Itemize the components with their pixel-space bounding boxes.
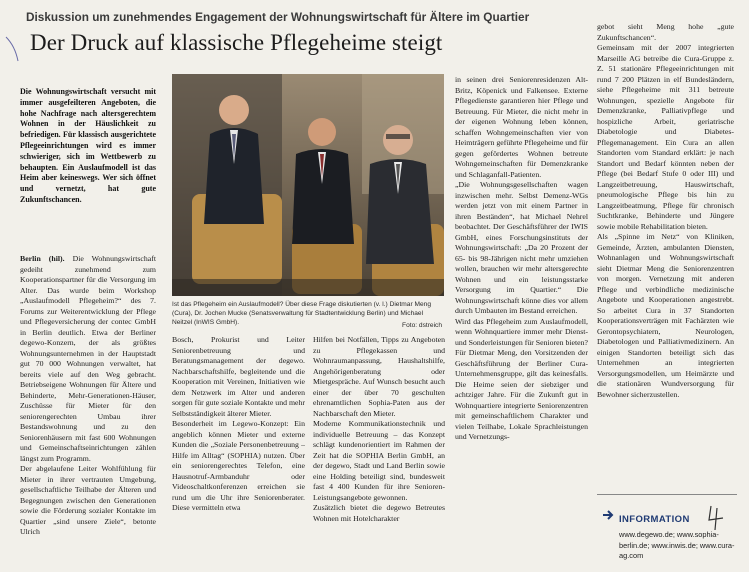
article-column-5: gebot sieht Meng hohe „gute Zukunftschancen“. Gemeinsam mit der 2007 integrierten Marseille AG betreibe die Cura-Gruppe z. Z. 51 stationäre Pflegeeinrichtungen mit rund 7 200 Plätzen in elf Bundesländern, siehe Pflegeheime mit 311 betreute Wohnungen, spezielle Angebote für Demenzkranke, Palliativpflege und hospizliche Arbeit, geriatrische Diabetologie und Diabetes-Pflegemanagement. Ein Cura an allen Standorten vom Standard erklärt: je nach Standort und Bedarf könnten neben der Pflege (bei Bedarf Stufe 0 oder III) und Langzeitbetreuung, Hauswirtschaft, pneumologische Pflege bis hin zu Langzeitbeatmung, Pflege für chronisch Suchtkranke, Behinderte und Jüngere sowie mobile Rehabilitation bieten. Als „Spinne im Netz“ von Kliniken, Gemeinde, Ärzten, ambulanten Diensten, Wohnanlagen und Wohnungswirtschaft sieht Dietmar Meng die Seniorenzentren von morgen. Vernetzung mit anderen Pflege und verbindliche medizinische Angebote und Kooperationen angestrebt. So arbeitet Cura in 37 Standorten Kooperationsverträgen mit Fachärzten wie Gerontopsychiatern, Neurologen, Diabetologen und Palliativmedizinern. An einigen Standorten beteiligt sich das Unternehmen an integrierten Versorgungsmodellen, um Heimärzte und die stationären Wundversorgung für Bewohner sicherzustellen. (597, 22, 734, 399)
information-links: www.degewo.de; www.sophia-berlin.de; www.inwis.de; www.cura-ag.com (619, 530, 735, 560)
photo-caption-text: Ist das Pflegeheim ein Auslaufmodell? Über diese Frage diskutierten (v. l.) Dietmar Meng (Cura), Dr. Jochen Mucke (Senatsverwaltung für Stadtentwicklung Berlin) und Michael Neitzel (InWIS GmbH). (172, 301, 431, 326)
article-column-4: in seinen drei Seniorenresidenzen Alt-Britz, Köpenick und Falkensee. Externe Pflegedienste garantieren hier Pflege und Betreuung. Für Mieter, die nicht mehr in der eigenen Wohnung leben können, schaffen Wohngemeinschaften vier von Heimträgern geführte Pflegeheime und für gegen gefördertes Wohnen betreute Wohngemeinschaften für Demenzkranke und Schlaganfall-Patienten. „Die Wohnungsgesellschaften wagen inzwischen mehr. Selbst Demenz-WGs werden jetzt von mit einem Partner in ihren Beständen“, hat Michael Nehrel beobachtet. Der Geschäftsführer der IWIS GmbH, eines Forschungsinstituts der Wohnungswirtschaft: „Da 20 Prozent der 65- bis 98-Jährigen nicht mehr umziehen wollen, brauchen wir mehr altersgerechte Wohnen und ein leistungsstarke Versorgung im Quartier.“ Die Wohnungswirtschaft könne dies vor allem durch Umbauten im Bestand erreichen. Wird das Pflegeheim zum Auslaufmodell, wenn Wohnquartiere immer mehr Dienst- und Sonderleistungen für Senioren bieten? Für Dietmar Meng, den Vorsitzenden der Geschäftsführung der Berliner Cura-Unternehmensgruppe, gilt das keinesfalls. Die Heime seien der siebziger und achtziger Jahre. Für die Zukunft gut in Wohnquartiere integrierte Seniorenzentren mit gemeinschaftlichem Charakter und vielen Teilhabe, Lokale Sprachleistungen und Vernetzungs- (455, 75, 588, 441)
article-photo (172, 74, 444, 296)
article-column-3: Hilfen bei Notfällen, Tipps zu Angeboten zu Pflegekassen und Wohnraumanpassung, Haushaltshilfe, Angehörigenberatung oder Mietgespräche. Auf Wunsch besucht auch einer der über 70 geschulten ehrenamtlichen Sophia-Paten aus der Nachbarschaft den Mieter. Moderne Kommunikationstechnik und individuelle Betreuung – das Konzept schlägt kundenorientiert im Rahmen der Zeit hat die SOPHIA Berlin GmbH, an der degewo, Stadt und Land Berlin sowie eine Holding beteiligt sind, bundesweit fast 4 400 Kunden für ihre Senioren-Leistungsangebote gewonnen. Zusätzlich bietet die degewo Betreutes Wohnen mit Hotelcharakter (313, 335, 445, 523)
divider (597, 494, 737, 495)
article-column-1 (20, 254, 156, 572)
arrow-right-icon (601, 508, 615, 522)
information-box (597, 494, 737, 572)
handwritten-mark-icon (701, 502, 731, 532)
article-headline: Der Druck auf klassische Pflegeheime steigt (30, 30, 443, 55)
panel-discussion-image (172, 74, 444, 296)
article-dateline: Berlin (hil). (20, 254, 65, 263)
article-lead: Die Wohnungswirtschaft versucht mit immer ausgefeilteren Angeboten, die hohe Nachfrage nach altersgerechtem Wohnen in der Häuslichkeit zu befriedigen. Für klassisch ausgerichtete Pflegeeinrichtungen wird es immer schwieriger, sich im Wettbewerb zu behaupten. Ein Auslaufmodell ist das Heim aber keineswegs. Wer sich öffnet und vernetzt, hat gute Zukunftschancen. (20, 87, 156, 204)
photo-credit: Foto: dstreich (402, 322, 442, 329)
information-title: INFORMATION (619, 514, 690, 525)
article-kicker: Diskussion um zunehmendes Engagement der Wohnungswirtschaft für Ältere im Quartier (26, 10, 530, 24)
article-column-1-text: Die Wohnungswirtschaft gedeiht zunehmend zum Kooperationspartner für die Versorgung im Alter. Das wurde beim Workshop „Auslaufmodell Pflegeheim?“ des 7. Forums zur Weiterentwicklung der Pflege und Pflegeversicherung der contec GmbH in Berlin deutlich. Etwa der Berliner degewo-Konzern, der als größtes Wohnungsunternehmen in der Hauptstadt gut 70 000 Wohnungen verwaltet, hat bereits viele auf den Weg gebracht. Betriebseigene Wohnungen für Ältere und Behinderte, Mehr-Generationen-Häuser, Zuschüsse für Mieter für den seniorengerechten Umbau ihrer Bestandswohnung und zu den Seniorenhäusern mit fast 600 Wohnungen und Gemeinschaftseinrichtungen zählen längst zum Programm. Der abgelaufene Leiter Wohlfühlung für Mieter in ihrer vertrauten Umgebung, gesellschaftliche Teilhabe der Älteren und Begegnungen zwischen den Generationen sowie die Förderung sozialer Kontakte im Quartier „sind unsere Ziele“, betonte Ulrich (20, 254, 156, 536)
pencil-mark-icon (4, 33, 28, 63)
article-column-2: Bosch, Prokurist und Leiter Seniorenbetreuung und Beratungsmanagement der degewo. Nachbarschaftshilfe, begleitende und die Kooperation mit Vereinen, Initiativen wie dem Netzwerk im Alter und anderen sorgen für gute soziale Kontakte und mehr Selbstständigkeit älterer Mieter. Besonderheit im Legewo-Konzept: Ein angeblich können Mieter und externe Kunden die „Soziale Personenbetreuung – Hilfe im Alltag“ (SOPHIA) nutzen. Über ein seniorengerechtes Telefon, eine Hausnotruf-Armbanduhr oder Videoschaltkonferenzen erreichen sie rund um die Uhr ihre Seniorenberater. Diese vermitteln etwa (172, 335, 305, 512)
photo-caption (172, 300, 444, 330)
